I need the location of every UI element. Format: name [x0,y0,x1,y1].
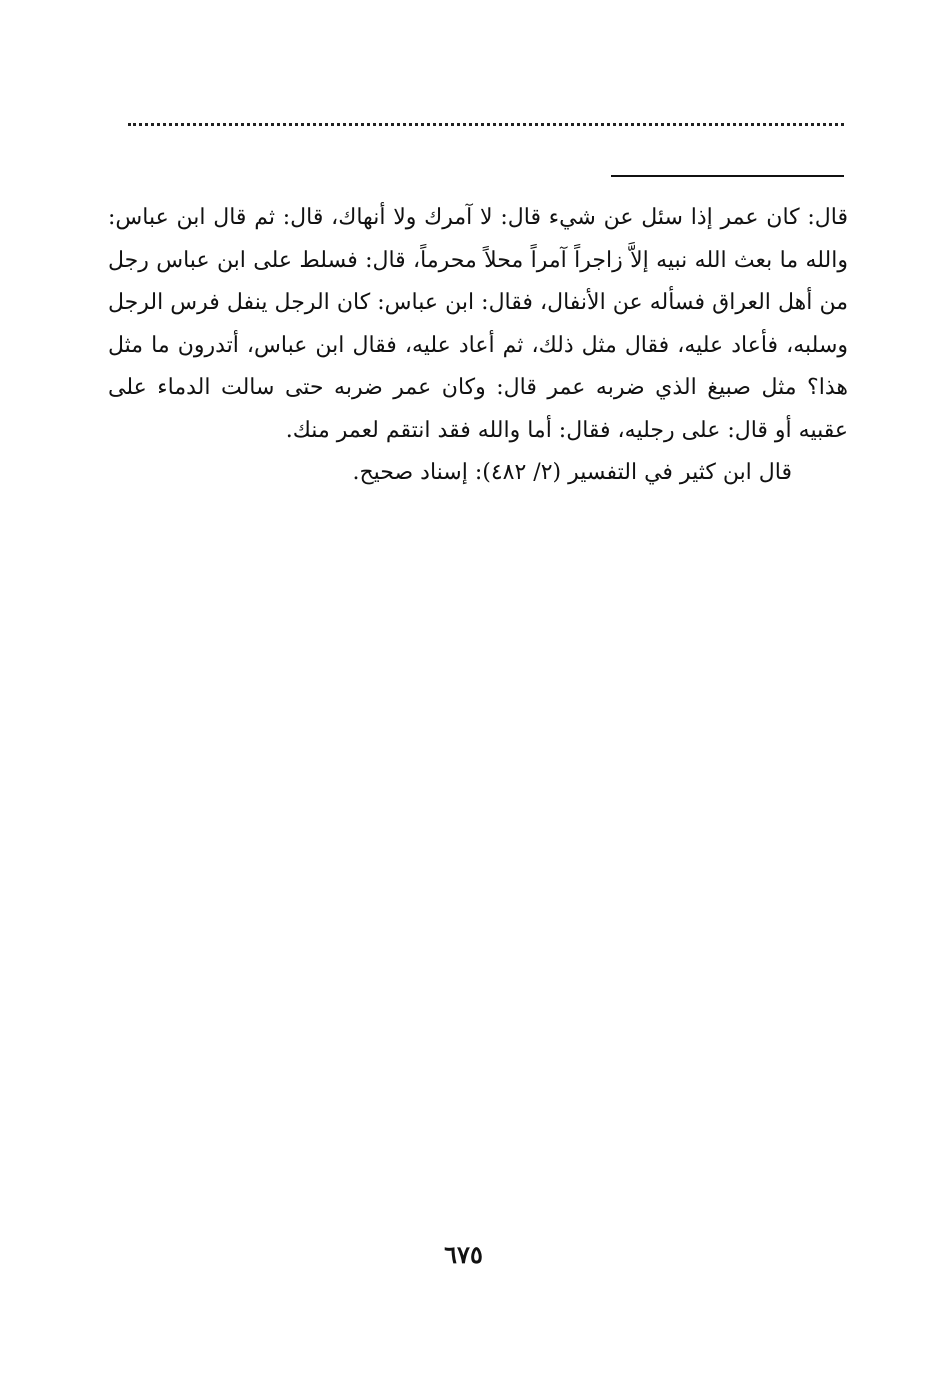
page-number: ٦٧٥ [444,1240,483,1269]
footnote-block [108,197,848,495]
footnote-paragraph-2: قال ابن كثير في التفسير (٢/ ٤٨٢): إسناد صحيح. [352,460,792,485]
footnote-rule [611,175,844,177]
footnote-paragraph-1: قال: كان عمر إذا سئل عن شيء قال: لا آمرك ولا أنهاك، قال: ثم قال ابن عباس: والله ما بعث الله نبيه إلاَّ زاجراً آمراً محلاً محرماً، قال: فسلط على ابن عباس رجل من أهل العراق فسأله عن الأنفال، فقال: ابن عباس: كان الرجل ينفل فرس الرجل وسلبه، فأعاد عليه، فقال مثل ذلك، ثم أعاد عليه، فقال ابن عباس، أتدرون ما مثل هذا؟ مثل صبيغ الذي ضربه عمر قال: وكان عمر ضربه حتى سالت الدماء على عقبيه أو قال: على رجليه، فقال: أما والله فقد انتقم لعمر منك. [108,205,848,443]
dotted-separator [128,112,844,126]
